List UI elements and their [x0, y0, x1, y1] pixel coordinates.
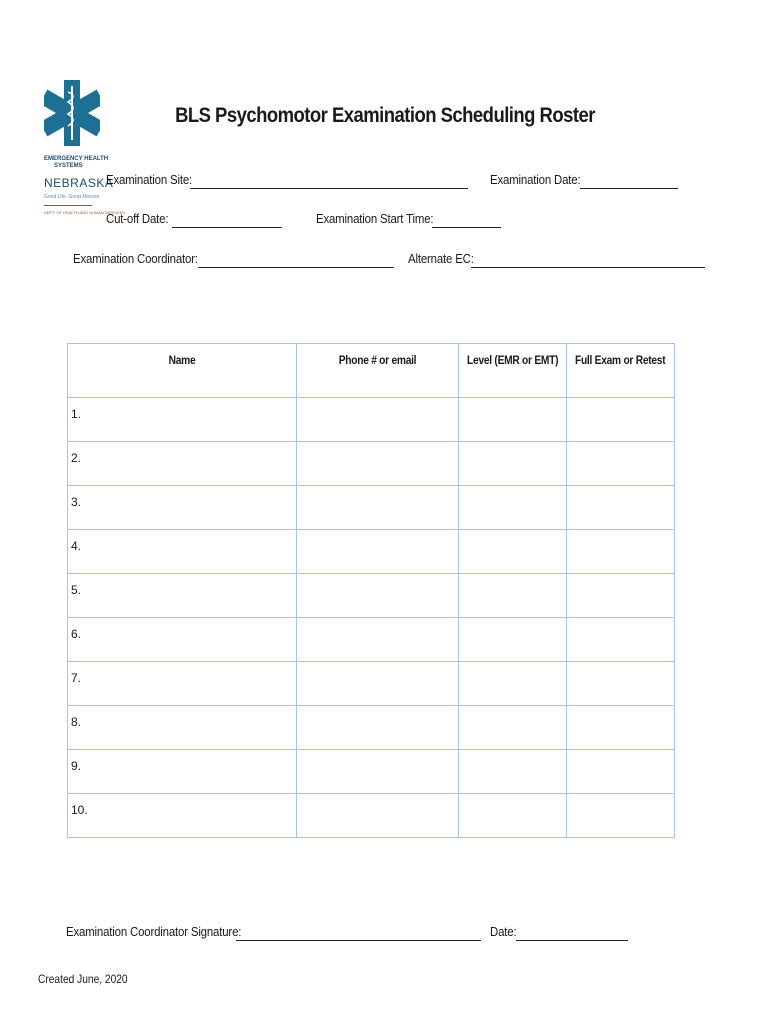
table-row [68, 794, 675, 838]
roster-table [67, 343, 675, 838]
row-number: 8. [71, 715, 82, 729]
table-row [68, 442, 675, 486]
cutoff-date-label: Cut-off Date: [106, 211, 169, 226]
logo-dept: DEPT. OF HEALTH AND HUMAN SERVICES [44, 210, 125, 215]
header-phone-cell [297, 344, 459, 398]
exam-type-cell[interactable] [567, 662, 674, 706]
table-row [68, 618, 675, 662]
level-cell[interactable] [459, 486, 567, 530]
name-cell[interactable] [68, 398, 297, 442]
exam-type-cell[interactable] [567, 530, 674, 574]
exam-type-cell[interactable] [567, 618, 674, 662]
row-number: 6. [71, 627, 82, 641]
name-cell[interactable] [68, 750, 297, 794]
header-level-cell [459, 344, 567, 398]
row-number: 7. [71, 671, 82, 685]
examination-coordinator-field[interactable] [198, 267, 394, 268]
header-name-cell [68, 344, 297, 398]
phone-cell[interactable] [297, 486, 459, 530]
row-number: 4. [71, 539, 82, 553]
signature-field[interactable] [236, 940, 481, 941]
examination-coordinator-label: Examination Coordinator: [73, 251, 198, 266]
level-cell[interactable] [459, 706, 567, 750]
row-number: 2. [71, 451, 82, 465]
table-row [68, 486, 675, 530]
examination-date-field[interactable] [580, 188, 678, 189]
table-row [68, 530, 675, 574]
logo-divider [44, 205, 92, 206]
level-cell[interactable] [459, 398, 567, 442]
name-cell[interactable] [68, 486, 297, 530]
phone-cell[interactable] [297, 662, 459, 706]
examination-site-field[interactable] [190, 188, 468, 189]
level-cell[interactable] [459, 662, 567, 706]
exam-type-cell[interactable] [567, 574, 674, 618]
phone-cell[interactable] [297, 398, 459, 442]
phone-cell[interactable] [297, 574, 459, 618]
header-exam-type-cell [567, 344, 674, 398]
row-number: 9. [71, 759, 82, 773]
header-level: Level (EMR or EMT) [467, 353, 559, 367]
level-cell[interactable] [459, 618, 567, 662]
table-row [68, 706, 675, 750]
created-date: Created June, 2020 [38, 972, 128, 986]
name-cell[interactable] [68, 794, 297, 838]
signature-date-field[interactable] [516, 940, 628, 941]
name-cell[interactable] [68, 442, 297, 486]
table-row [68, 574, 675, 618]
alternate-ec-label: Alternate EC: [408, 251, 474, 266]
row-number: 3. [71, 495, 82, 509]
exam-type-cell[interactable] [567, 706, 674, 750]
examination-date-label: Examination Date: [490, 172, 581, 187]
phone-cell[interactable] [297, 442, 459, 486]
name-cell[interactable] [68, 530, 297, 574]
level-cell[interactable] [459, 530, 567, 574]
row-number: 5. [71, 583, 82, 597]
level-cell[interactable] [459, 750, 567, 794]
exam-type-cell[interactable] [567, 486, 674, 530]
logo-line1: EMERGENCY HEALTH [44, 156, 109, 162]
name-cell[interactable] [68, 574, 297, 618]
level-cell[interactable] [459, 794, 567, 838]
header-phone: Phone # or email [338, 353, 417, 367]
header-name: Name [168, 353, 196, 367]
logo-state: NEBRASKA [44, 176, 114, 190]
signature-date-label: Date: [490, 924, 517, 939]
header-exam-type: Full Exam or Retest [575, 353, 666, 367]
alternate-ec-field[interactable] [471, 267, 705, 268]
exam-type-cell[interactable] [567, 398, 674, 442]
name-cell[interactable] [68, 618, 297, 662]
table-row [68, 662, 675, 706]
exam-type-cell[interactable] [567, 794, 674, 838]
phone-cell[interactable] [297, 750, 459, 794]
phone-cell[interactable] [297, 794, 459, 838]
level-cell[interactable] [459, 574, 567, 618]
logo-line2: SYSTEMS [54, 163, 83, 169]
exam-type-cell[interactable] [567, 750, 674, 794]
table-row [68, 398, 675, 442]
exam-type-cell[interactable] [567, 442, 674, 486]
row-number: 1. [71, 407, 82, 421]
logo-tagline: Good Life. Great Mission. [44, 194, 101, 200]
table-row [68, 750, 675, 794]
name-cell[interactable] [68, 706, 297, 750]
level-cell[interactable] [459, 442, 567, 486]
name-cell[interactable] [68, 662, 297, 706]
phone-cell[interactable] [297, 618, 459, 662]
row-number: 10. [71, 803, 88, 817]
phone-cell[interactable] [297, 530, 459, 574]
signature-label: Examination Coordinator Signature: [66, 924, 242, 939]
examination-start-time-label: Examination Start Time: [316, 211, 434, 226]
examination-site-label: Examination Site: [106, 172, 193, 187]
cutoff-date-field[interactable] [172, 227, 282, 228]
page-title: BLS Psychomotor Examination Scheduling Roster [175, 104, 595, 127]
examination-start-time-field[interactable] [432, 227, 501, 228]
table-header-row [68, 344, 675, 398]
phone-cell[interactable] [297, 706, 459, 750]
